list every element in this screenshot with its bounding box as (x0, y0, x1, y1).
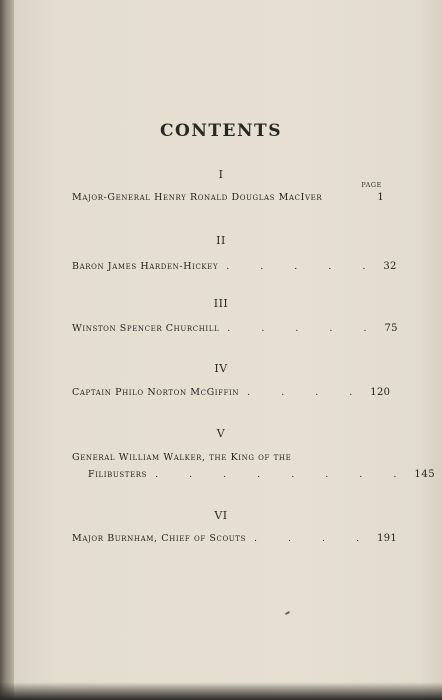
section-numeral-1: I (218, 168, 224, 181)
leader-dots: . . . . (247, 387, 367, 398)
section-numeral-4: IV (214, 362, 228, 375)
page-column-label: PAGE (361, 181, 382, 189)
toc-entry-page: 120 (370, 387, 391, 398)
toc-entry-title-line1: General William Walker, the King of the (72, 452, 292, 463)
toc-entry-title: Major-General Henry Ronald Douglas MacIver (72, 192, 323, 203)
toc-entry-title: Major Burnham, Chief of Scouts (72, 533, 246, 544)
toc-entry-title-line2: Filibusters (88, 469, 148, 480)
toc-entry-3[interactable] (72, 323, 398, 334)
toc-entry-6[interactable] (72, 533, 398, 544)
contents-heading: CONTENTS (160, 121, 282, 141)
toc-entry-page: 191 (377, 533, 398, 544)
toc-entry-title: Captain Philo Norton McGiffin (72, 387, 240, 398)
toc-entry-5[interactable] (72, 452, 436, 480)
leader-dots: . . . . . (227, 323, 381, 334)
toc-entry-page: 75 (384, 323, 398, 334)
toc-entry-page: 32 (383, 261, 397, 272)
toc-entry-4[interactable] (72, 387, 391, 398)
section-numeral-3: III (213, 297, 229, 310)
page-bottom-shadow (0, 682, 442, 700)
section-numeral-6: VI (214, 509, 228, 522)
toc-entry-1[interactable] (72, 192, 384, 203)
toc-entry-title: Baron James Harden-Hickey (72, 261, 219, 272)
book-binding-edge (0, 0, 14, 700)
leader-dots: . . . . . . . . (155, 469, 411, 480)
leader-dots: . . . . (253, 533, 374, 544)
section-numeral-5: V (216, 427, 226, 440)
section-numeral-2: II (216, 234, 226, 247)
paper-speck (285, 611, 290, 615)
toc-entry-title: Winston Spencer Churchill (72, 323, 220, 334)
toc-entry-2[interactable] (72, 261, 397, 272)
toc-entry-page: 1 (377, 192, 384, 203)
leader-dots: . . . . . (226, 261, 380, 272)
toc-entry-page: 145 (414, 469, 436, 480)
